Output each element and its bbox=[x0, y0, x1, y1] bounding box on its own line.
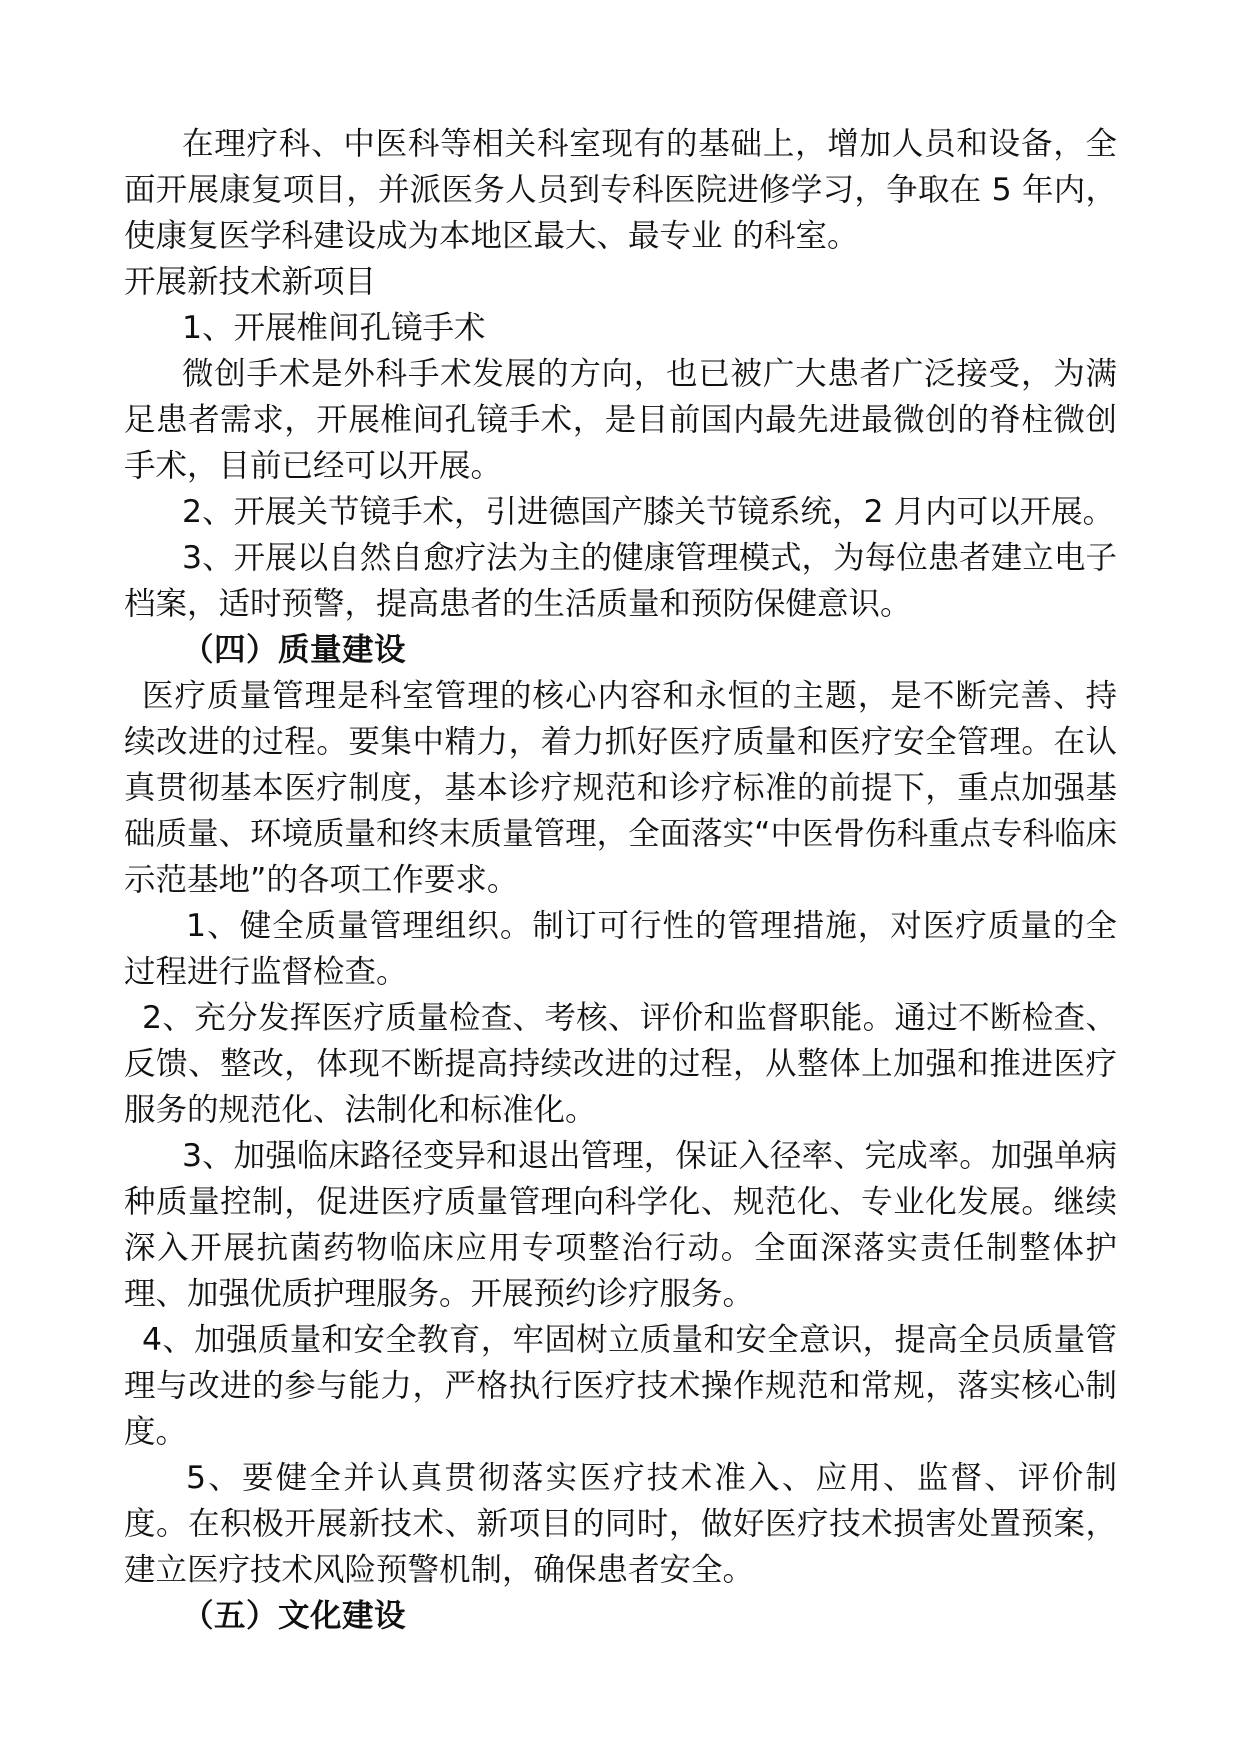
heading-quality-construction: （四）质量建设 bbox=[182, 632, 407, 668]
item-clinical-pathway: 3、加强临床路径变异和退出管理，保证入径率、完成率。加强单病种质量控制，促进医疗质量管理向科学化、规范化、专业化发展。继续深入开展抗菌药物临床应用专项整治行动。全面深落实责任制整体护理、加强优质护理服务。开展预约诊疗服务。 bbox=[124, 1138, 1117, 1312]
document-body bbox=[124, 121, 1117, 1639]
paragraph-rehab-development: 在理疗科、中医科等相关科室现有的基础上，增加人员和设备，全面开展康复项目，并派医务人员到专科医院进修学习，争取在 5 年内，使康复医学科建设成为本地区最大、最专业 的科室。 bbox=[124, 126, 1117, 254]
item-quality-organization: 1、健全质量管理组织。制订可行性的管理措施，对医疗质量的全过程进行监督检查。 bbox=[124, 908, 1117, 990]
item-technology-access: 5、要健全并认真贯彻落实医疗技术准入、应用、监督、评价制度。在积极开展新技术、新项目的同时，做好医疗技术损害处置预案，建立医疗技术风险预警机制，确保患者安全。 bbox=[124, 1460, 1117, 1588]
section-title-new-technology: 开展新技术新项目 bbox=[124, 264, 377, 300]
paragraph-minimally-invasive: 微创手术是外科手术发展的方向，也已被广大患者广泛接受，为满足患者需求，开展椎间孔镜手术，是目前国内最先进最微创的脊柱微创手术，目前已经可以开展。 bbox=[124, 356, 1117, 484]
item-arthroscopy: 2、开展关节镜手术，引进德国产膝关节镜系统，2 月内可以开展。 bbox=[182, 494, 1115, 530]
item-foraminoscopy: 1、开展椎间孔镜手术 bbox=[182, 310, 486, 346]
heading-culture-construction: （五）文化建设 bbox=[182, 1598, 407, 1634]
item-health-management: 3、开展以自然自愈疗法为主的健康管理模式，为每位患者建立电子档案，适时预警，提高患者的生活质量和预防保健意识。 bbox=[124, 540, 1117, 622]
item-quality-inspection: 2、充分发挥医疗质量检查、考核、评价和监督职能。通过不断检查、反馈、整改，体现不断提高持续改进的过程，从整体上加强和推进医疗服务的规范化、法制化和标准化。 bbox=[124, 1000, 1117, 1128]
item-safety-education: 4、加强质量和安全教育，牢固树立质量和安全意识，提高全员质量管理与改进的参与能力，严格执行医疗技术操作规范和常规，落实核心制度。 bbox=[124, 1322, 1117, 1450]
paragraph-quality-management: 医疗质量管理是科室管理的核心内容和永恒的主题，是不断完善、持续改进的过程。要集中精力，着力抓好医疗质量和医疗安全管理。在认真贯彻基本医疗制度，基本诊疗规范和诊疗标准的前提下，重点加强基础质量、环境质量和终末质量管理，全面落实“中医骨伤科重点专科临床示范基地”的各项工作要求。 bbox=[124, 678, 1117, 898]
